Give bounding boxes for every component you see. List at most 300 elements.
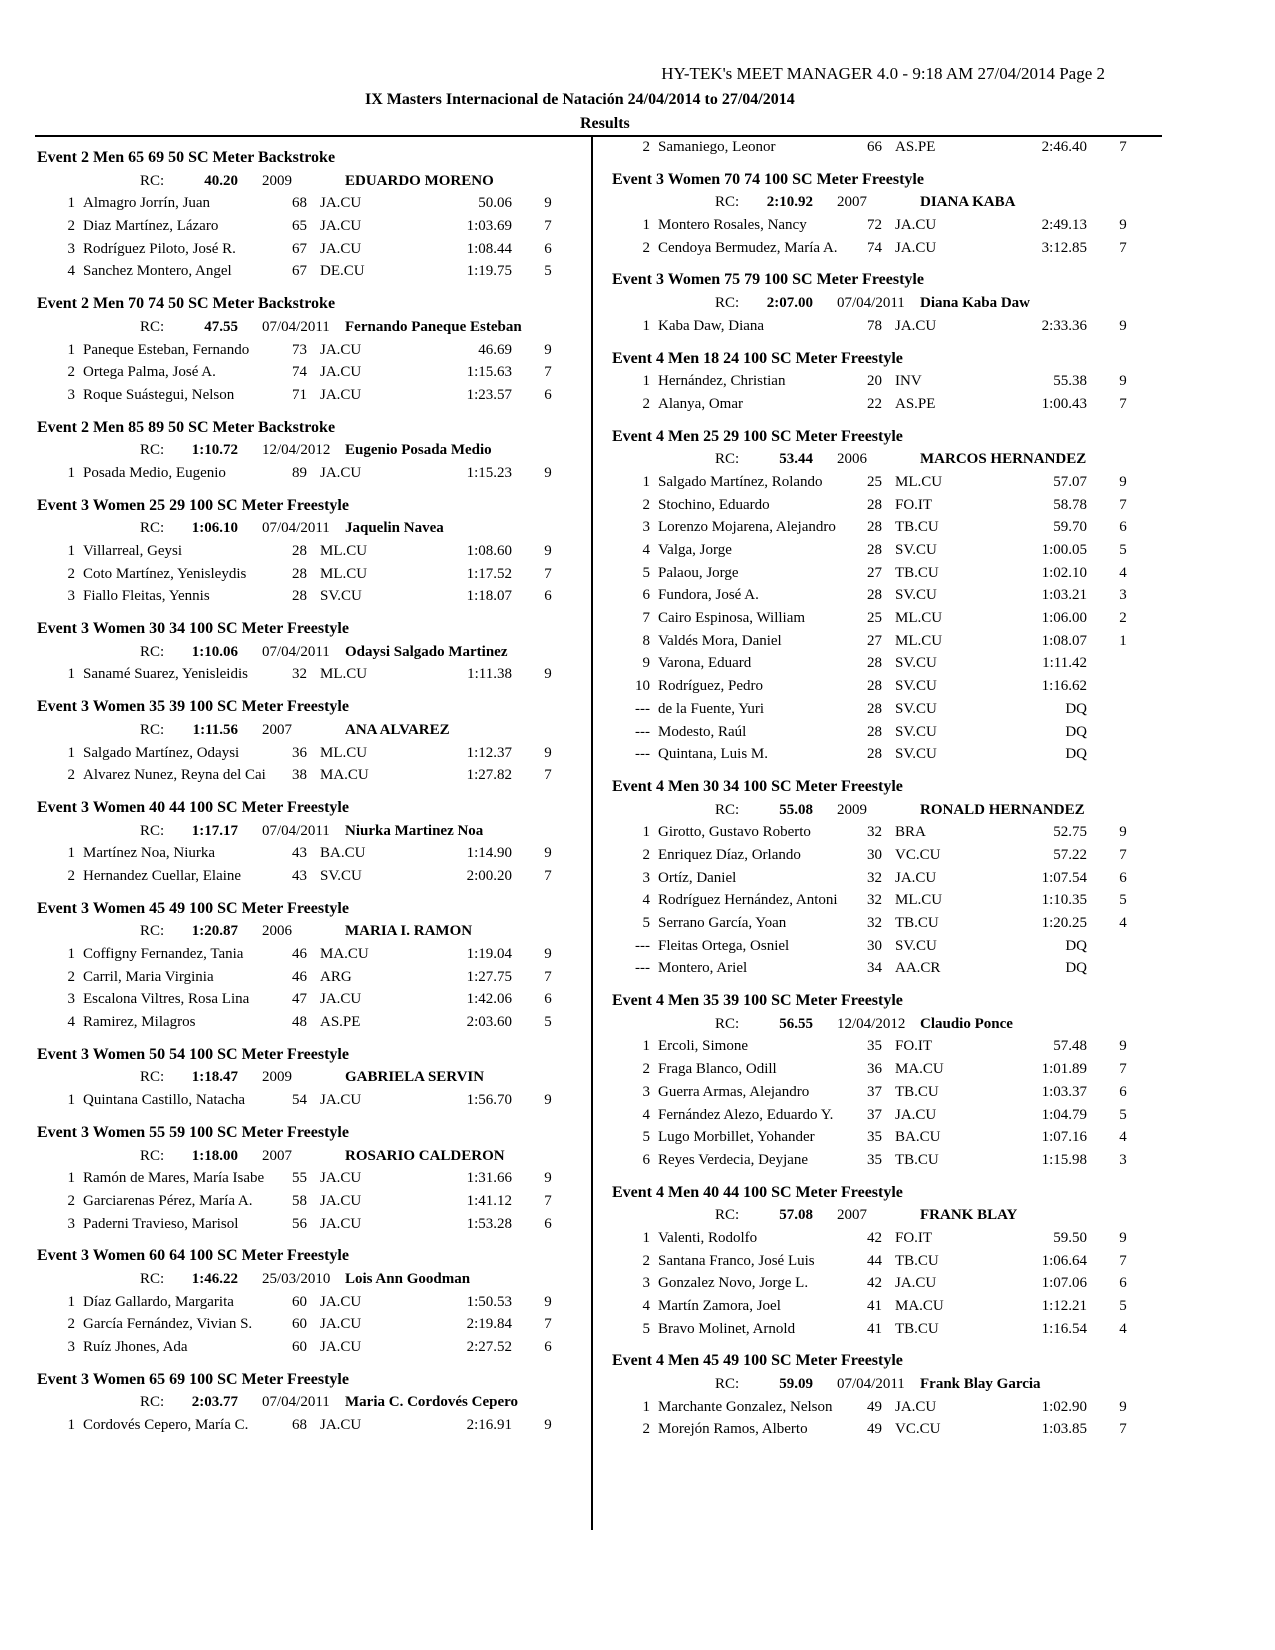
result-row — [37, 563, 577, 586]
record-label: RC: — [140, 442, 165, 459]
record-date: 07/04/2011 — [262, 643, 330, 660]
team: TB.CU — [895, 564, 939, 581]
team: AS.PE — [895, 139, 936, 155]
swimmer-name: Santana Franco, José Luis — [658, 1252, 815, 1269]
result-row — [612, 516, 1152, 539]
points: 7 — [1119, 239, 1127, 256]
age: 73 — [292, 341, 307, 358]
event-block — [612, 1350, 1152, 1441]
time: 1:07.06 — [1041, 1275, 1087, 1292]
record-line — [612, 1013, 1152, 1036]
swimmer-name: Bravo Molinet, Arnold — [658, 1320, 796, 1337]
result-row — [612, 1149, 1152, 1172]
event-title: Event 3 Women 25 29 100 SC Meter Freestyle — [37, 496, 349, 514]
age: 28 — [292, 543, 307, 559]
place: --- — [635, 937, 650, 954]
swimmer-name: Valenti, Rodolfo — [658, 1229, 758, 1246]
place: 1 — [67, 666, 75, 683]
record-date: 07/04/2011 — [262, 318, 330, 335]
age: 28 — [292, 588, 307, 605]
time: DQ — [1065, 937, 1087, 954]
result-row — [37, 540, 577, 563]
age: 37 — [867, 1106, 882, 1123]
team: SV.CU — [895, 542, 937, 558]
swimmer-name: Carril, Maria Virginia — [83, 968, 214, 985]
event-title: Event 2 Men 85 89 50 SC Meter Backstroke — [37, 418, 336, 436]
swimmer-name: Cendoya Bermudez, María A. — [658, 239, 838, 256]
team: JA.CU — [320, 364, 362, 381]
swimmer-name: Samaniego, Leonor — [658, 139, 776, 155]
swimmer-name: Ramirez, Milagros — [83, 1014, 196, 1031]
time: 1:41.12 — [466, 1192, 512, 1209]
event-title: Event 3 Women 40 44 100 SC Meter Freestyle — [37, 798, 349, 816]
swimmer-name: Enriquez Díaz, Orlando — [658, 846, 801, 863]
time: 1:53.28 — [466, 1215, 512, 1232]
team: JA.CU — [895, 869, 937, 886]
age: 28 — [867, 496, 882, 513]
place: 2 — [642, 139, 650, 155]
team: JA.CU — [320, 1339, 362, 1355]
points: 7 — [1119, 139, 1127, 155]
swimmer-name: Diaz Martínez, Lázaro — [83, 218, 219, 235]
age: 32 — [867, 869, 882, 886]
age: 28 — [867, 700, 882, 717]
record-holder: Frank Blay Garcia — [920, 1376, 1041, 1393]
age: 66 — [867, 139, 882, 155]
swimmer-name: Roque Suástegui, Nelson — [83, 386, 235, 403]
age: 32 — [867, 915, 882, 931]
result-row — [612, 1058, 1152, 1081]
points: 9 — [544, 341, 552, 358]
record-date: 2009 — [837, 801, 867, 818]
place: 2 — [67, 968, 75, 985]
points: 6 — [544, 240, 552, 257]
time: DQ — [1065, 960, 1087, 977]
record-line — [612, 292, 1152, 315]
place: 4 — [642, 892, 650, 909]
record-holder: Lois Ann Goodman — [345, 1270, 471, 1287]
place: 1 — [67, 1092, 75, 1109]
age: 68 — [292, 1417, 307, 1434]
team: ML.CU — [895, 632, 943, 649]
time: 1:18.07 — [466, 588, 512, 605]
swimmer-name: Ramón de Mares, María Isabe — [83, 1170, 265, 1187]
place: 3 — [642, 519, 650, 536]
record-time: 1:18.00 — [191, 1147, 238, 1164]
event-title: Event 3 Women 65 69 100 SC Meter Freestyle — [37, 1370, 349, 1388]
event-block — [37, 1122, 577, 1235]
event-block — [612, 269, 1152, 337]
event-block — [37, 898, 577, 1034]
time: 1:10.35 — [1041, 892, 1087, 909]
time: 1:56.70 — [466, 1092, 512, 1109]
points: 5 — [544, 1014, 552, 1031]
place: 2 — [642, 239, 650, 256]
team: SV.CU — [895, 700, 937, 717]
time: 1:00.43 — [1041, 395, 1087, 412]
result-row — [37, 1213, 577, 1236]
team: ML.CU — [320, 543, 368, 559]
team: JA.CU — [895, 239, 937, 256]
record-line — [612, 1204, 1152, 1227]
points: 6 — [1119, 1083, 1127, 1100]
points: 9 — [544, 744, 552, 761]
points: 9 — [544, 1170, 552, 1187]
time: 1:02.90 — [1041, 1398, 1087, 1415]
age: 28 — [867, 678, 882, 695]
team: VC.CU — [895, 1421, 941, 1438]
place: --- — [635, 723, 650, 740]
record-line — [37, 1066, 577, 1089]
age: 28 — [292, 565, 307, 582]
place: 1 — [642, 1398, 650, 1415]
place: 6 — [642, 1151, 650, 1168]
result-row — [37, 842, 577, 865]
event-title: Event 3 Women 60 64 100 SC Meter Freestyle — [37, 1247, 349, 1265]
result-row — [612, 562, 1152, 585]
record-date: 07/04/2011 — [262, 520, 330, 537]
place: 1 — [67, 1170, 75, 1187]
place: 2 — [642, 1061, 650, 1078]
result-row — [612, 1250, 1152, 1273]
age: 41 — [867, 1320, 882, 1337]
age: 30 — [867, 937, 882, 954]
result-row — [612, 743, 1152, 766]
age: 41 — [867, 1298, 882, 1314]
place: 3 — [67, 240, 75, 257]
place: 2 — [642, 1421, 650, 1438]
result-row — [612, 494, 1152, 517]
swimmer-name: Ruíz Jhones, Ada — [83, 1339, 188, 1355]
record-date: 2006 — [262, 923, 292, 940]
event-block — [37, 1044, 577, 1112]
meet-title: IX Masters Internacional de Natación 24/04/2014 to 27/04/2014 — [365, 91, 795, 108]
record-holder: Eugenio Posada Medio — [345, 442, 492, 459]
result-row — [37, 585, 577, 608]
record-label: RC: — [140, 1069, 165, 1086]
result-row — [612, 1035, 1152, 1058]
team: JA.CU — [320, 240, 362, 257]
time: 58.78 — [1053, 496, 1087, 513]
place: 1 — [642, 473, 650, 490]
age: 60 — [292, 1339, 307, 1355]
time: 1:06.64 — [1041, 1252, 1087, 1269]
place: 2 — [67, 565, 75, 582]
age: 37 — [867, 1083, 882, 1100]
record-line — [37, 439, 577, 462]
team: AS.PE — [895, 395, 936, 412]
swimmer-name: Lorenzo Mojarena, Alejandro — [658, 519, 836, 536]
record-date: 07/04/2011 — [837, 295, 905, 312]
team: JA.CU — [320, 1092, 362, 1109]
record-label: RC: — [715, 295, 740, 312]
result-row — [612, 1227, 1152, 1250]
record-date: 12/04/2012 — [262, 442, 331, 459]
event-block — [37, 1369, 577, 1437]
swimmer-name: Sanchez Montero, Angel — [83, 263, 232, 280]
place: 3 — [67, 991, 75, 1008]
team: FO.IT — [895, 496, 933, 513]
points: 9 — [544, 946, 552, 962]
team: JA.CU — [895, 1275, 937, 1292]
place: 2 — [642, 496, 650, 513]
team: TB.CU — [895, 1252, 939, 1269]
record-label: RC: — [140, 520, 165, 537]
record-line — [612, 799, 1152, 822]
place: 3 — [67, 1339, 75, 1355]
points: 6 — [544, 991, 552, 1008]
result-row — [37, 1190, 577, 1213]
age: 28 — [867, 542, 882, 558]
place: 4 — [67, 263, 75, 280]
result-row — [612, 1318, 1152, 1341]
record-holder: Fernando Paneque Esteban — [345, 318, 522, 335]
result-row — [612, 370, 1152, 393]
team: JA.CU — [895, 317, 937, 334]
time: 1:11.38 — [467, 666, 512, 683]
age: 28 — [867, 723, 882, 740]
record-line — [37, 517, 577, 540]
age: 28 — [867, 587, 882, 604]
swimmer-name: Hernández, Christian — [658, 373, 786, 390]
record-label: RC: — [715, 1376, 740, 1393]
time: 1:12.37 — [466, 744, 512, 761]
place: --- — [635, 960, 650, 977]
place: 2 — [67, 1316, 75, 1333]
time: 59.70 — [1053, 519, 1087, 536]
event-block — [37, 147, 577, 283]
record-date: 2009 — [262, 172, 292, 189]
time: DQ — [1065, 700, 1087, 717]
time: 1:17.52 — [466, 565, 512, 582]
team: FO.IT — [895, 1229, 933, 1246]
record-date: 2007 — [262, 721, 292, 738]
record-holder: ROSARIO CALDERON — [345, 1147, 505, 1164]
result-row — [37, 260, 577, 283]
result-row — [612, 721, 1152, 744]
record-holder: Maria C. Cordovés Cepero — [345, 1394, 519, 1411]
result-row — [37, 361, 577, 384]
event-title: Event 3 Women 30 34 100 SC Meter Freestyle — [37, 620, 349, 638]
event-block — [37, 417, 577, 485]
team: FO.IT — [895, 1038, 933, 1055]
record-holder: MARIA I. RAMON — [345, 923, 473, 940]
time: 2:16.91 — [466, 1417, 512, 1434]
result-row — [37, 764, 577, 787]
points: 9 — [1119, 1398, 1127, 1415]
points: 7 — [544, 767, 552, 784]
record-date: 2009 — [262, 1069, 292, 1086]
place: 1 — [642, 373, 650, 390]
points: 7 — [544, 1192, 552, 1209]
record-date: 07/04/2011 — [262, 822, 330, 839]
record-label: RC: — [140, 643, 165, 660]
time: 1:03.21 — [1041, 587, 1087, 604]
result-row — [612, 1081, 1152, 1104]
result-row — [37, 339, 577, 362]
swimmer-name: Díaz Gallardo, Margarita — [83, 1293, 234, 1310]
team: VC.CU — [895, 846, 941, 863]
team: JA.CU — [895, 217, 937, 234]
place: 1 — [67, 744, 75, 761]
age: 22 — [867, 395, 882, 412]
software-header: HY-TEK's MEET MANAGER 4.0 - 9:18 AM 27/04/2014 Page 2 — [661, 64, 1105, 83]
result-row — [37, 966, 577, 989]
points: 7 — [1119, 1252, 1127, 1269]
time: DQ — [1065, 746, 1087, 763]
time: 1:03.37 — [1041, 1083, 1087, 1100]
swimmer-name: Garciarenas Pérez, María A. — [83, 1192, 253, 1209]
points: 4 — [1119, 1129, 1127, 1146]
age: 42 — [867, 1229, 882, 1246]
points: 7 — [544, 968, 552, 985]
points: 5 — [1119, 1298, 1127, 1314]
points: 9 — [544, 1092, 552, 1109]
team: MA.CU — [320, 767, 369, 784]
time: 2:46.40 — [1041, 139, 1087, 155]
points: 6 — [544, 386, 552, 403]
team: SV.CU — [320, 588, 362, 605]
age: 38 — [292, 767, 307, 784]
place: 5 — [642, 1320, 650, 1337]
record-time: 57.08 — [779, 1207, 813, 1224]
age: 35 — [867, 1129, 882, 1146]
swimmer-name: García Fernández, Vivian S. — [83, 1316, 253, 1333]
team: JA.CU — [320, 386, 362, 403]
place: 7 — [642, 610, 650, 627]
place: 10 — [635, 678, 650, 695]
record-holder: Diana Kaba Daw — [920, 295, 1031, 312]
event-title: Event 3 Women 70 74 100 SC Meter Freestyle — [612, 170, 924, 188]
left-column — [37, 147, 577, 1437]
result-row — [612, 630, 1152, 653]
result-row — [37, 462, 577, 485]
result-row — [37, 988, 577, 1011]
place: 3 — [67, 1215, 75, 1232]
record-label: RC: — [140, 721, 165, 738]
team: MA.CU — [895, 1061, 944, 1078]
record-label: RC: — [715, 451, 740, 468]
time: 1:02.10 — [1041, 564, 1087, 581]
age: 60 — [292, 1316, 307, 1333]
result-row — [612, 912, 1152, 935]
team: TB.CU — [895, 1151, 939, 1168]
place: 4 — [642, 1298, 650, 1314]
event-block — [612, 169, 1152, 260]
team: JA.CU — [320, 1192, 362, 1209]
points: 9 — [1119, 1038, 1127, 1055]
event-title: Event 4 Men 40 44 100 SC Meter Freestyle — [612, 1183, 903, 1201]
place: --- — [635, 746, 650, 763]
swimmer-name: Ortíz, Daniel — [658, 869, 737, 886]
result-row — [612, 889, 1152, 912]
place: 1 — [67, 543, 75, 559]
place: 9 — [642, 655, 650, 672]
points: 9 — [544, 195, 552, 212]
team: SV.CU — [895, 746, 937, 763]
result-row — [612, 867, 1152, 890]
team: JA.CU — [320, 1316, 362, 1333]
points: 9 — [1119, 473, 1127, 490]
time: 1:16.62 — [1041, 678, 1087, 695]
record-label: RC: — [140, 923, 165, 940]
record-label: RC: — [715, 801, 740, 818]
time: 2:33.36 — [1041, 317, 1087, 334]
team: MA.CU — [320, 946, 369, 962]
team: JA.CU — [320, 1170, 362, 1187]
event-title: Event 2 Men 70 74 50 SC Meter Backstroke — [37, 295, 336, 313]
points: 7 — [544, 867, 552, 884]
record-line — [37, 1391, 577, 1414]
points: 9 — [1119, 217, 1127, 234]
time: 1:08.44 — [466, 240, 512, 257]
age: 49 — [867, 1421, 882, 1438]
age: 55 — [292, 1170, 307, 1187]
time: 57.22 — [1053, 846, 1087, 863]
swimmer-name: Martín Zamora, Joel — [658, 1298, 781, 1314]
swimmer-name: Marchante Gonzalez, Nelson — [658, 1398, 833, 1415]
team: TB.CU — [895, 519, 939, 536]
swimmer-name: Gonzalez Novo, Jorge L. — [658, 1275, 809, 1292]
result-row — [37, 384, 577, 407]
swimmer-name: de la Fuente, Yuri — [658, 700, 765, 717]
place: 1 — [642, 217, 650, 234]
place: 6 — [642, 587, 650, 604]
place: 3 — [67, 588, 75, 605]
age: 20 — [867, 373, 882, 390]
age: 32 — [867, 892, 882, 909]
points: 7 — [1119, 395, 1127, 412]
team: JA.CU — [320, 1293, 362, 1310]
place: 2 — [67, 867, 75, 884]
result-row — [37, 1011, 577, 1034]
points: 7 — [544, 364, 552, 381]
time: 2:49.13 — [1041, 217, 1087, 234]
record-label: RC: — [140, 822, 165, 839]
time: 1:07.54 — [1041, 869, 1087, 886]
record-line — [37, 820, 577, 843]
team: TB.CU — [895, 1320, 939, 1337]
age: 72 — [867, 217, 882, 234]
place: 4 — [642, 1106, 650, 1123]
place: 1 — [642, 1038, 650, 1055]
record-time: 1:06.10 — [191, 520, 238, 537]
points: 9 — [544, 1293, 552, 1310]
time: 46.69 — [478, 341, 512, 358]
place: 2 — [67, 364, 75, 381]
points: 6 — [1119, 1275, 1127, 1292]
time: 2:03.60 — [466, 1014, 512, 1031]
age: 68 — [292, 195, 307, 212]
team: TB.CU — [895, 915, 939, 931]
event-block — [612, 136, 1152, 159]
age: 78 — [867, 317, 882, 334]
result-row — [37, 192, 577, 215]
event-block — [37, 797, 577, 888]
time: 1:06.00 — [1041, 610, 1087, 627]
record-holder: Claudio Ponce — [920, 1015, 1013, 1032]
points: 9 — [544, 1417, 552, 1434]
event-block — [37, 1245, 577, 1358]
swimmer-name: Valga, Jorge — [658, 542, 732, 558]
place: 5 — [642, 915, 650, 931]
swimmer-name: Montero Rosales, Nancy — [658, 217, 807, 234]
team: JA.CU — [895, 1106, 937, 1123]
swimmer-name: Stochino, Eduardo — [658, 496, 770, 513]
team: JA.CU — [320, 1417, 362, 1434]
swimmer-name: Cordovés Cepero, María C. — [83, 1417, 249, 1434]
result-row — [612, 214, 1152, 237]
